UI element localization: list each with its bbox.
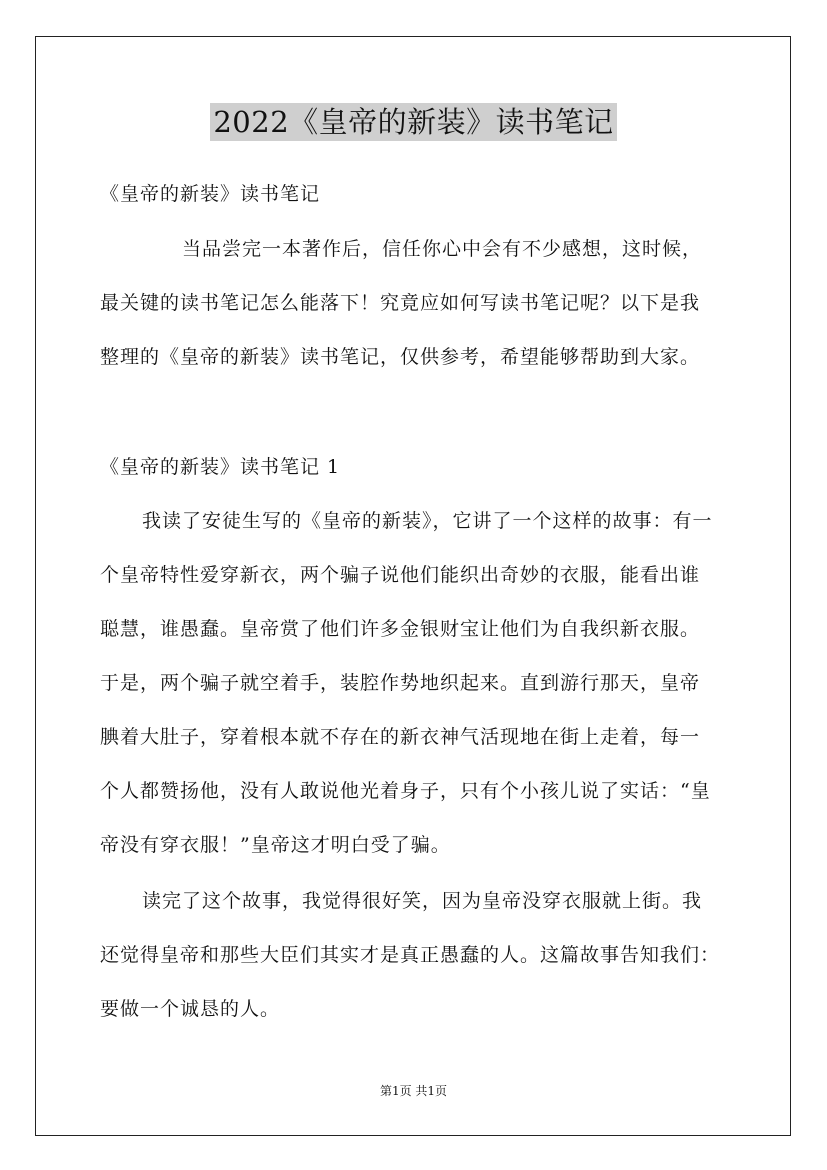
section-heading: 《皇帝的新装》读书笔记 1	[100, 456, 341, 478]
para1-line-6: 个人都赞扬他，没有人敢说他光着身子，只有个小孩儿说了实话：“皇	[100, 780, 711, 802]
page-footer: 第1页 共1页	[379, 1084, 448, 1098]
document-subtitle: 《皇帝的新装》读书笔记	[100, 183, 321, 205]
para1-line-1: 我读了安徒生写的《皇帝的新装》，它讲了一个这样的故事：有一	[142, 510, 713, 532]
para1-line-7: 帝没有穿衣服！”皇帝这才明白受了骗。	[100, 834, 451, 856]
para1-line-4: 于是，两个骗子就空着手，装腔作势地织起来。直到游行那天，皇帝	[100, 672, 701, 694]
title-wrapper	[0, 103, 827, 141]
para1-line-5: 腆着大肚子，穿着根本就不存在的新衣神气活现地在街上走着，每一	[100, 726, 701, 748]
para2-line-1: 读完了这个故事，我觉得很好笑，因为皇帝没穿衣服就上街。我	[142, 890, 703, 912]
para2-line-3: 要做一个诚恳的人。	[100, 998, 281, 1020]
intro-line-2: 最关键的读书笔记怎么能落下！究竟应如何写读书笔记呢？以下是我	[100, 292, 701, 314]
document-title: 2022《皇帝的新装》读书笔记	[210, 103, 616, 141]
para1-line-2: 个皇帝特性爱穿新衣，两个骗子说他们能织出奇妙的衣服，能看出谁	[100, 564, 701, 586]
intro-line-3: 整理的《皇帝的新装》读书笔记，仅供参考，希望能够帮助到大家。	[100, 346, 701, 368]
para1-line-3: 聪慧，谁愚蠢。皇帝赏了他们许多金银财宝让他们为自我织新衣服。	[100, 618, 701, 640]
intro-line-1: 当品尝完一本著作后，信任你心中会有不少感想，这时候，	[182, 238, 703, 260]
para2-line-2: 还觉得皇帝和那些大臣们其实才是真正愚蠢的人。这篇故事告知我们：	[100, 944, 721, 966]
